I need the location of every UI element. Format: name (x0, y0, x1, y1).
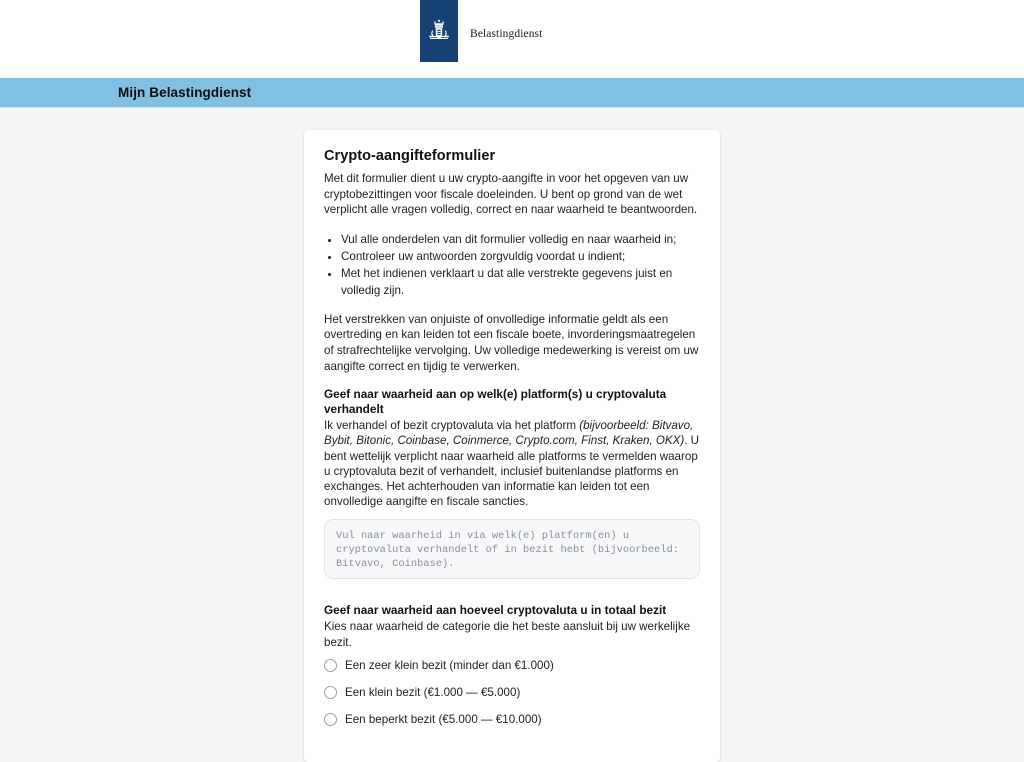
radio-label: Een klein bezit (€1.000 — €5.000) (345, 685, 521, 699)
radio-option-small[interactable] (324, 686, 700, 700)
page-title: Crypto-aangifteformulier (324, 148, 496, 164)
amount-question-description: Kies naar waarheid de categorie die het beste aansluit bij uw werkelijke bezit. (324, 620, 691, 649)
page-content (0, 108, 1024, 762)
warning-paragraph: Het verstrekken van onjuiste of onvolledige informatie geldt als een overtreding en kan leiden tot een fiscale boete, invorderingsmaatregelen of strafrechtelijke vervolging. Uw volledige medewerking is vereist om uw aangifte correct en tijdig te verwerken. (324, 312, 699, 373)
form-card (304, 130, 720, 762)
amount-question-heading: Geef naar waarheid aan hoeveel cryptovaluta u in totaal bezit (324, 603, 667, 618)
radio-circle-icon[interactable] (324, 713, 337, 726)
organization-name: Belastingdienst (470, 28, 543, 40)
radio-label: Een zeer klein bezit (minder dan €1.000) (345, 658, 554, 672)
list-item: • Vul alle onderdelen van dit formulier volledig en naar waarheid in; (341, 231, 700, 248)
belastingdienst-logo (420, 0, 542, 62)
platform-description-before: Ik verhandel of bezit cryptovaluta via het platform (324, 419, 580, 433)
platform-examples: (bijvoorbeeld: Bitvavo, Bybit, Bitonic, Coinbase, Coinmerce, Crypto.com, Finst, Kraken, OKX) (324, 419, 694, 448)
list-item: • Controleer uw antwoorden zorgvuldig voordat u indient; (341, 248, 700, 265)
brand-header (0, 0, 1024, 78)
intro-paragraph: Met dit formulier dient u uw crypto-aangifte in voor het opgeven van uw cryptobezittingen voor fiscale doeleinden. U bent op grond van de wet verplicht alle vragen volledig, correct en naar waarheid te beantwoorden. (324, 172, 698, 217)
amount-radio-group (324, 659, 700, 727)
app-bar (0, 78, 1024, 108)
radio-label: Een beperkt bezit (€5.000 — €10.000) (345, 712, 542, 726)
radio-option-very-small[interactable] (324, 659, 700, 673)
platform-description-after: . U bent wettelijk verplicht naar waarheid alle platforms te vermelden waarop u cryptovaluta bezit of verhandelt, inclusief buitenlandse platforms en exchanges. Het achterhouden van informatie kan leiden tot een onvolledige aangifte en fiscale sancties. (324, 434, 700, 509)
netherlands-coat-of-arms-icon (426, 18, 452, 44)
radio-circle-icon[interactable] (324, 686, 337, 699)
radio-option-limited[interactable] (324, 713, 700, 727)
logo-blue-bar (420, 0, 458, 62)
platform-question-heading: Geef naar waarheid aan op welk(e) platform(s) u cryptovaluta verhandelt (324, 387, 667, 417)
platform-input[interactable] (324, 519, 700, 579)
platform-question-description (324, 418, 700, 509)
app-bar-title: Mijn Belastingdienst (118, 85, 252, 100)
instruction-list (324, 231, 700, 299)
radio-circle-icon[interactable] (324, 659, 337, 672)
list-item: • Met het indienen verklaart u dat alle verstrekte gegevens juist en volledig zijn. (341, 265, 700, 299)
